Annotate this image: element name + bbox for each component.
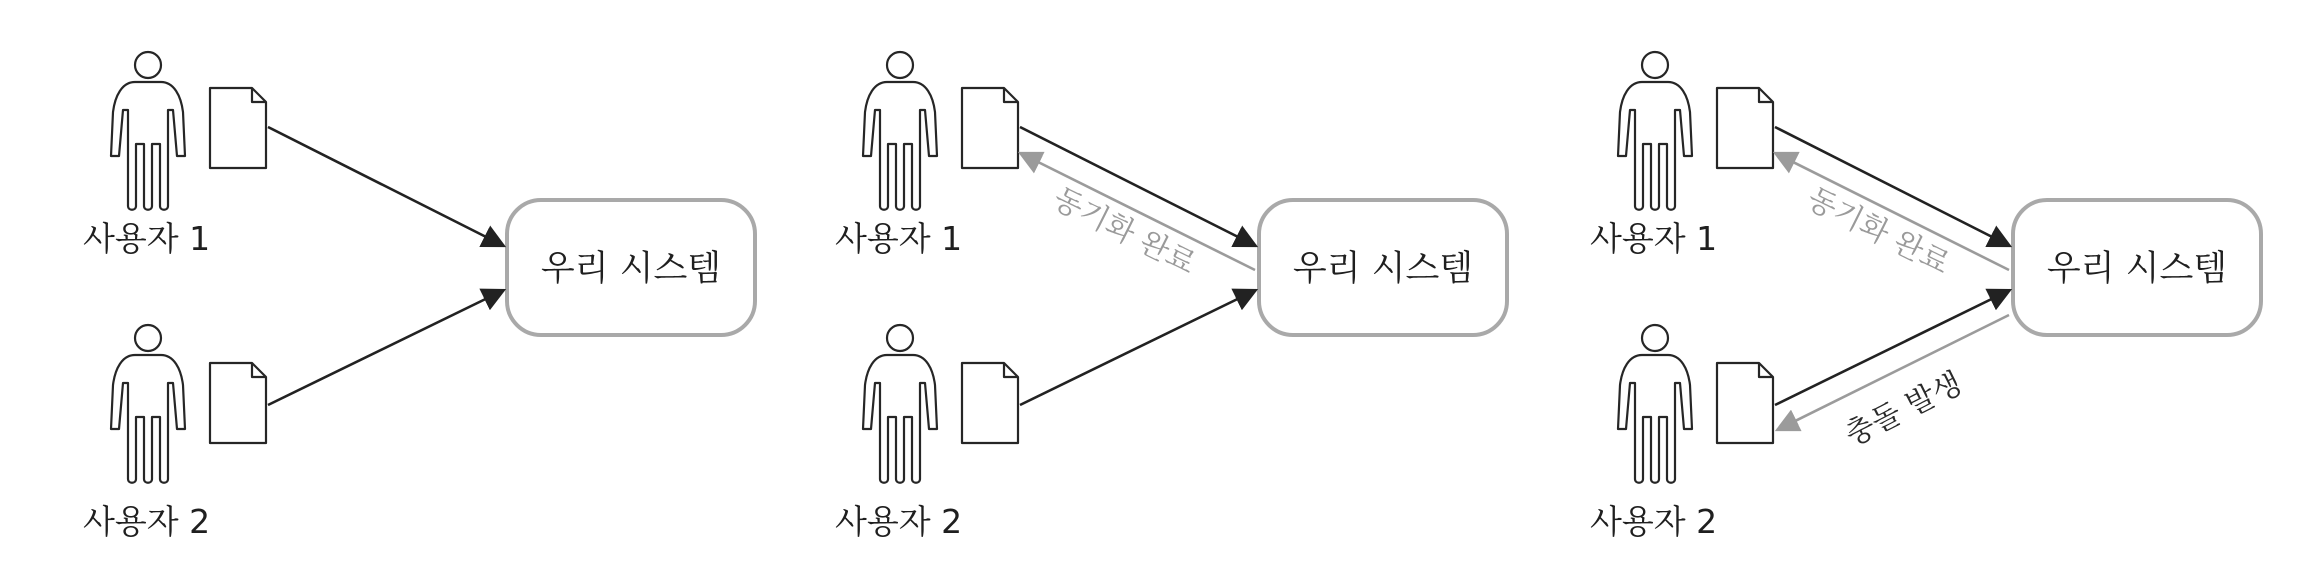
panel-2 (835, 52, 1507, 541)
user-2-label: 사용자 2 (835, 502, 963, 541)
user-1-to-system-arrow (268, 127, 504, 246)
sync-complete-label: 동기화 완료 (1047, 181, 1202, 282)
user-2-document-icon (210, 363, 266, 443)
user-2-to-system-arrow (1020, 290, 1256, 405)
user-1-person-icon (111, 52, 185, 210)
sync-complete-label: 동기화 완료 (1801, 181, 1956, 282)
user-1-label: 사용자 1 (1590, 219, 1718, 258)
user-1-label: 사용자 1 (83, 219, 211, 258)
user-2-label: 사용자 2 (83, 502, 211, 541)
system-label: 우리 시스템 (540, 249, 722, 289)
user-2-person-icon (863, 325, 937, 483)
conflict-label: 충돌 발생 (1839, 365, 1968, 454)
panel-3 (1590, 52, 2261, 541)
user-2-document-icon (962, 363, 1018, 443)
user-2-person-icon (111, 325, 185, 483)
user-2-label: 사용자 2 (1590, 502, 1718, 541)
user-1-person-icon (863, 52, 937, 210)
user-1-document-icon (1717, 88, 1773, 168)
system-label: 우리 시스템 (2046, 249, 2228, 289)
user-1-person-icon (1618, 52, 1692, 210)
system-label: 우리 시스템 (1292, 249, 1474, 289)
user-2-document-icon (1717, 363, 1773, 443)
panel-1 (83, 52, 755, 541)
user-1-label: 사용자 1 (835, 219, 963, 258)
user-1-document-icon (210, 88, 266, 168)
user-1-document-icon (962, 88, 1018, 168)
user-2-to-system-arrow (268, 290, 504, 405)
user-2-to-system-arrow (1775, 290, 2010, 405)
user-2-person-icon (1618, 325, 1692, 483)
